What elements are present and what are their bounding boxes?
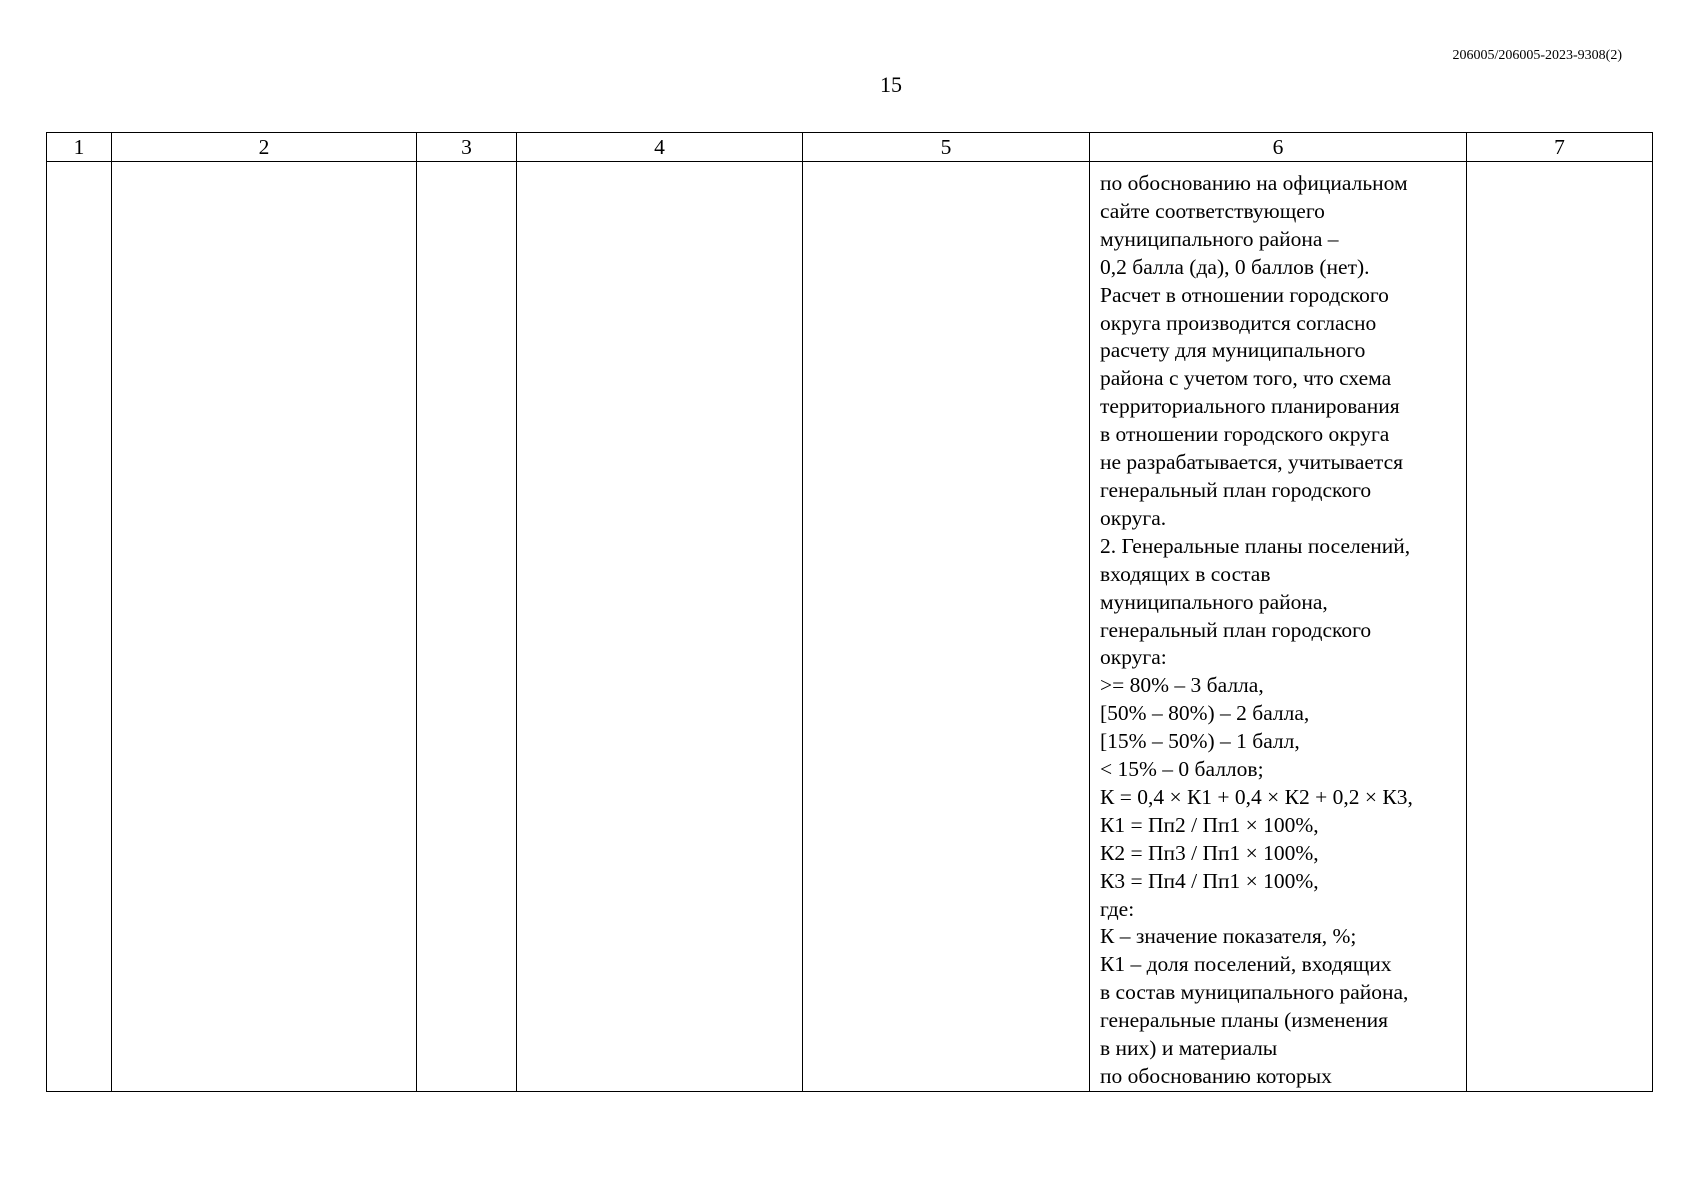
text-line: К3 = Пп4 / Пп1 × 100%,: [1100, 868, 1319, 893]
table-cell-col1: [47, 162, 112, 1092]
text-line: округа производится согласно: [1100, 310, 1377, 335]
document-id: 206005/206005-2023-9308(2): [1452, 48, 1622, 63]
text-line: К1 – доля поселений, входящих: [1100, 952, 1392, 977]
column-header-2: 2: [112, 133, 417, 162]
text-line: входящих в состав: [1100, 561, 1271, 586]
table-header-row: [47, 133, 1653, 162]
document-table: [46, 132, 1653, 1092]
column-header-6: 6: [1090, 133, 1467, 162]
text-line: района с учетом того, что схема: [1100, 366, 1392, 391]
text-line: расчету для муниципального: [1100, 338, 1366, 363]
text-line: генеральный план городского: [1100, 477, 1372, 502]
text-line: К – значение показателя, %;: [1100, 924, 1357, 949]
column-header-1: 1: [47, 133, 112, 162]
table-cell-col6: [1090, 162, 1467, 1092]
table-cell-col2: [112, 162, 417, 1092]
table-cell-col4: [517, 162, 803, 1092]
table-cell-col5: [803, 162, 1090, 1092]
text-line: генеральный план городского: [1100, 617, 1372, 642]
text-line: [15% – 50%) – 1 балл,: [1100, 729, 1300, 754]
text-line: муниципального района –: [1100, 226, 1339, 251]
text-line: по обоснованию которых: [1100, 1064, 1332, 1088]
text-line: 0,2 балла (да), 0 баллов (нет).: [1100, 254, 1370, 279]
text-line: округа.: [1100, 505, 1167, 530]
column-header-7: 7: [1467, 133, 1653, 162]
text-line: >= 80% – 3 балла,: [1100, 673, 1264, 698]
table-cell-col3: [417, 162, 517, 1092]
text-line: по обоснованию на официальном: [1100, 171, 1408, 195]
column-header-5: 5: [803, 133, 1090, 162]
column-header-3: 3: [417, 133, 517, 162]
column-header-4: 4: [517, 133, 803, 162]
text-line: муниципального района,: [1100, 589, 1328, 614]
text-line: генеральные планы (изменения: [1100, 1008, 1389, 1033]
text-line: 2. Генеральные планы поселений,: [1100, 533, 1411, 558]
text-line: К = 0,4 × К1 + 0,4 × К2 + 0,2 × К3,: [1100, 784, 1413, 809]
text-line: в состав муниципального района,: [1100, 980, 1409, 1005]
text-line: территориального планирования: [1100, 394, 1400, 419]
table-cell-col7: [1467, 162, 1653, 1092]
text-line: сайте соответствующего: [1100, 198, 1325, 223]
text-line: не разрабатывается, учитывается: [1100, 450, 1404, 475]
text-line: < 15% – 0 баллов;: [1100, 757, 1264, 782]
text-line: К2 = Пп3 / Пп1 × 100%,: [1100, 840, 1319, 865]
text-line: округа:: [1100, 645, 1167, 670]
text-line: в них) и материалы: [1100, 1036, 1278, 1061]
text-line: где:: [1100, 896, 1135, 921]
table-row: [47, 162, 1653, 1092]
text-line: в отношении городского округа: [1100, 422, 1390, 447]
text-line: К1 = Пп2 / Пп1 × 100%,: [1100, 812, 1319, 837]
text-line: [50% – 80%) – 2 балла,: [1100, 701, 1310, 726]
cell-text-block: [1090, 162, 1466, 1091]
page-number: 15: [880, 72, 902, 97]
text-line: Расчет в отношении городского: [1100, 282, 1389, 307]
